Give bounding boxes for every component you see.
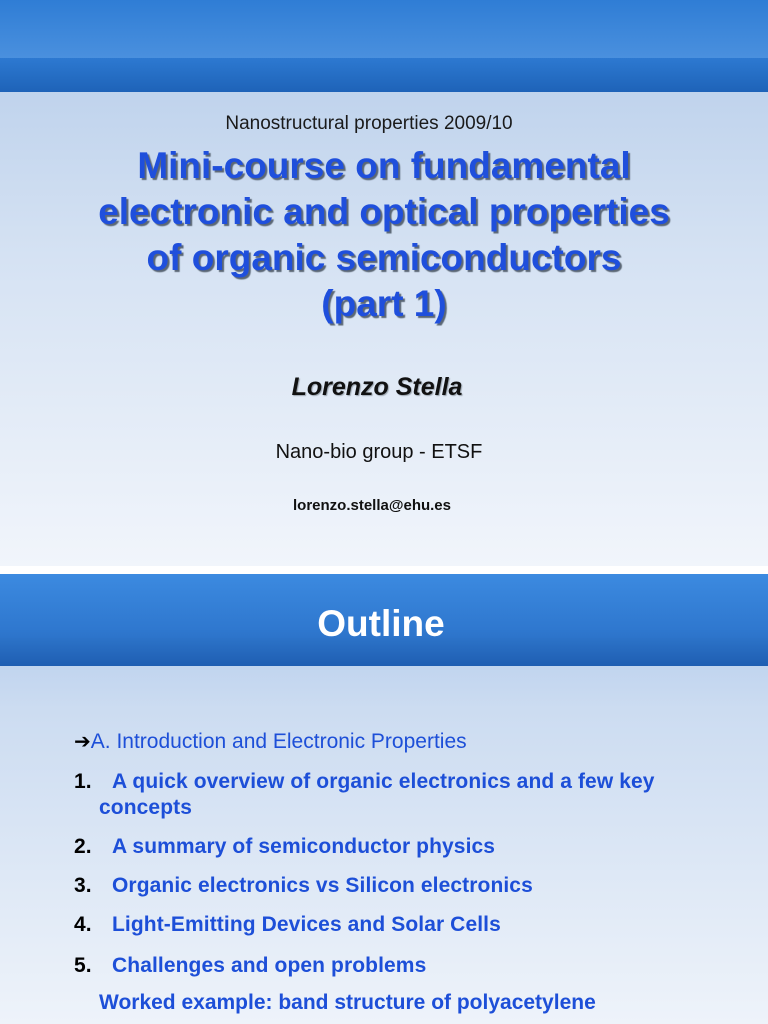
list-item-number: 5. bbox=[74, 954, 92, 977]
list-item-number: 1. bbox=[74, 770, 92, 793]
list-item-text: Organic electronics vs Silicon electronics bbox=[112, 874, 533, 897]
author-email: lorenzo.stella@ehu.es bbox=[292, 497, 451, 514]
main-title-line: electronic and optical properties bbox=[98, 191, 670, 232]
arrow-bullet-icon: ➔ bbox=[74, 731, 91, 753]
main-title-line: Mini-course on fundamental bbox=[137, 145, 631, 186]
section-heading bbox=[74, 729, 467, 754]
list-item bbox=[74, 834, 734, 860]
slide-header-stripe bbox=[0, 58, 768, 92]
list-item-number: 4. bbox=[74, 913, 92, 936]
course-label: Nanostructural properties 2009/10 bbox=[225, 113, 513, 134]
list-item-text: Challenges and open problems bbox=[112, 954, 427, 977]
slide-header-band bbox=[0, 0, 768, 58]
outline-title: Outline bbox=[317, 603, 445, 644]
section-heading-text: A. Introduction and Electronic Properties bbox=[90, 730, 467, 753]
research-group: Nano-bio group - ETSF bbox=[275, 441, 483, 463]
main-title bbox=[0, 143, 768, 327]
list-item-number: 2. bbox=[74, 835, 92, 858]
list-item-text-continued: concepts bbox=[99, 796, 192, 819]
list-item bbox=[74, 873, 734, 899]
main-title-line: of organic semiconductors bbox=[146, 237, 622, 278]
list-item bbox=[74, 953, 734, 979]
list-item-text: A quick overview of organic electronics and a few key bbox=[112, 770, 655, 793]
outline-slide bbox=[0, 574, 768, 1024]
list-item bbox=[74, 769, 734, 821]
main-title-line: (part 1) bbox=[321, 283, 447, 324]
author-name: Lorenzo Stella bbox=[291, 373, 463, 401]
list-item-text: A summary of semiconductor physics bbox=[112, 835, 496, 858]
list-item bbox=[74, 912, 734, 938]
list-item-number: 3. bbox=[74, 874, 92, 897]
list-item-text: Light-Emitting Devices and Solar Cells bbox=[112, 913, 501, 936]
worked-example: Worked example: band structure of polyacetylene bbox=[99, 991, 596, 1014]
